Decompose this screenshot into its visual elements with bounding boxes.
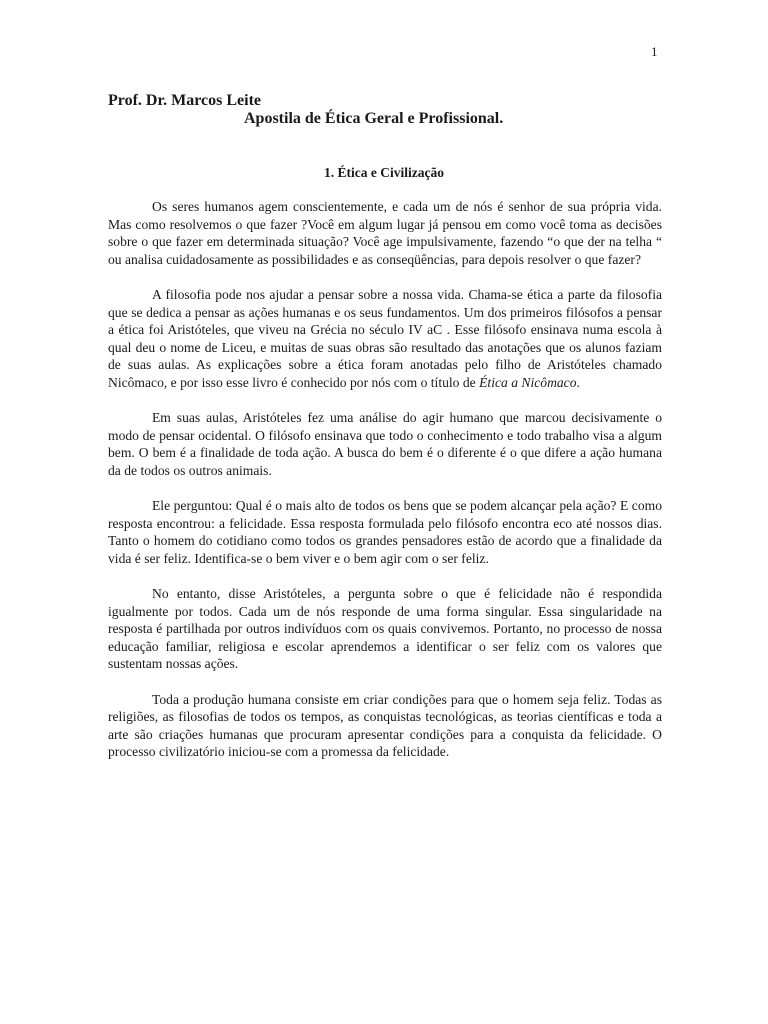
paragraph-3: Em suas aulas, Aristóteles fez uma análise do agir humano que marcou decisivamente o modo de pensar ocidental. O filósofo ensinava que todo o conhecimento e todo trabalho visa a algum bem. O bem é a finalidade de toda ação. A busca do bem é o diferente é o que difere a ação humana da de todos os outros animais. (108, 410, 662, 478)
author-name: Prof. Dr. Marcos Leite (108, 92, 261, 109)
page-number: 1 (651, 44, 658, 59)
book-title-suffix: . (576, 374, 580, 390)
document-title: Apostila de Ética Geral e Profissional. (244, 110, 504, 127)
paragraph-1: Os seres humanos agem conscientemente, e cada um de nós é senhor de sua própria vida. Mas como resolvemos o que fazer ?Você em algum lugar já pensou em como você toma as decisões sobre o que fazer em determinada situação? Você age impulsivamente, fazendo “o que der na telha “ ou analisa cuidadosamente as possibilidades e as conseqüências, para depois resolver o que fazer? (108, 199, 662, 267)
paragraph-6: Toda a produção humana consiste em criar condições para que o homem seja feliz. Todas as religiões, as filosofias de todos os tempos, as conquistas tecnológicas, as teorias científicas e toda a arte são criações humanas que procuram apresentar condições para a conquista da felicidade. O processo civilizatório iniciou-se com a promessa da felicidade. (108, 691, 662, 760)
paragraph-2 (108, 286, 662, 392)
paragraph-4: Ele perguntou: Qual é o mais alto de todos os bens que se podem alcançar pela ação? E como resposta encontrou: a felicidade. Essa resposta formulada pelo filósofo encontra eco até nossos dias. Tanto o homem do cotidiano como todos os grandes pensadores estão de acordo que a finalidade da vida é ser feliz. Identifica-se o bem viver e o bem agir com o ser feliz. (108, 498, 662, 566)
book-title: Ética a Nicômaco (479, 374, 577, 390)
section-heading: 1. Ética e Civilização (324, 165, 444, 180)
paragraph-5: No entanto, disse Aristóteles, a pergunta sobre o que é felicidade não é respondida igualmente por todos. Cada um de nós responde de uma forma singular. Essa singularidade na resposta é partilhada por outros indivíduos com os quais convivemos. Portanto, no processo de nossa educação familiar, religiosa e escolar aprendemos a identificar o ser feliz com os valores que sustentam nossas ações. (108, 586, 662, 672)
body-text (108, 198, 662, 779)
paragraph-2-text: A filosofia pode nos ajudar a pensar sobre a nossa vida. Chama-se ética a parte da filosofia que se dedica a pensar as ações humanas e os seus fundamentos. Um dos primeiros filósofos a pensar a ética foi Aristóteles, que viveu na Grécia no século IV aC . Esse filósofo ensinava numa escola à qual deu o nome de Liceu, e muitas de suas obras são resultado das anotações que os alunos faziam de suas aulas. As explicações sobre a ética foram anotadas pelo filho de Aristóteles chamado Nicômaco, e por isso esse livro é conhecido por nós com o título de (108, 286, 662, 390)
